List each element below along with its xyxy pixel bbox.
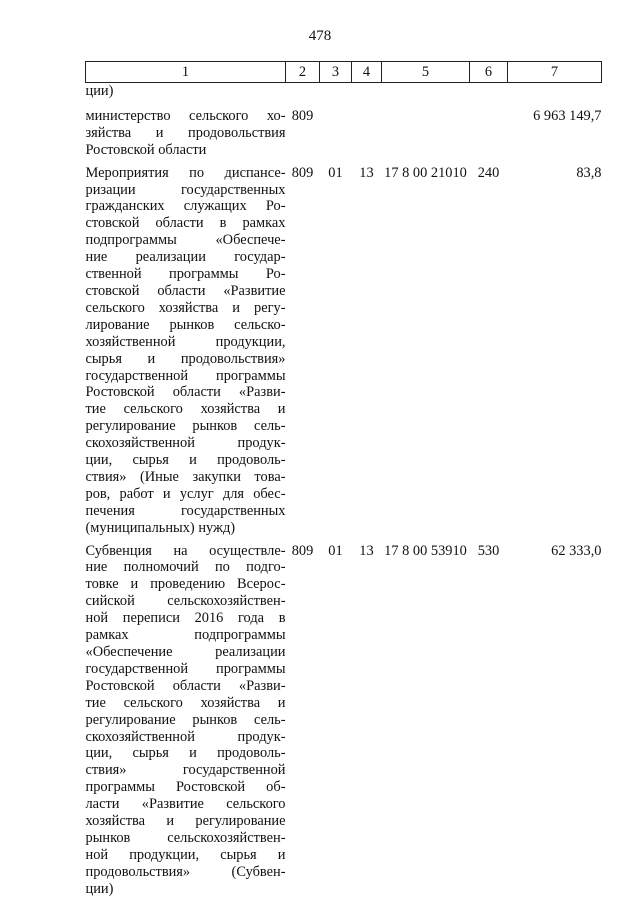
row-name-line: подпрограммы «Обеспече-: [85, 232, 286, 249]
row-section-code: [320, 108, 352, 165]
row-name-line: ние реализации государ-: [85, 249, 286, 266]
row-name-line: ной переписи 2016 года в: [85, 610, 286, 627]
row-name-line: ствия» (Иные закупки това-: [85, 468, 286, 485]
row-name-line: сырья и продовольствия»: [85, 350, 286, 367]
table-row: [86, 108, 602, 165]
row-target-code: [382, 108, 470, 165]
continuation-row: [86, 83, 602, 108]
row-name-line: Ростовской области: [85, 141, 207, 158]
row-name-line: зяйства и продовольствия: [85, 124, 286, 141]
page-number: 478: [308, 28, 332, 44]
header-col-7: 7: [508, 62, 602, 83]
row-name-line: лирование рынков сельско-: [85, 316, 286, 333]
header-col-2: 2: [286, 62, 320, 83]
row-ministry-code: 809: [291, 542, 314, 559]
row-name-line: ров, работ и услуг для обес-: [85, 485, 286, 502]
row-amount: 83,8: [576, 164, 602, 181]
row-name-line: продовольствия» (Субвен-: [85, 863, 286, 880]
row-name-line: ции): [85, 880, 114, 897]
row-name-line: сийской сельскохозяйствен-: [85, 593, 286, 610]
row-name-line: ции, сырья и продоволь-: [85, 452, 286, 469]
row-name-line: рынков сельскохозяйствен-: [85, 829, 286, 846]
row-name-line: тие сельского хозяйства и: [85, 694, 286, 711]
row-name: [86, 108, 286, 165]
header-col-6: 6: [470, 62, 508, 83]
row-name-line: ственной программы Ро-: [85, 266, 286, 283]
row-name-line: ции, сырья и продоволь-: [85, 745, 286, 762]
row-name-line: стовской области в рамках: [85, 215, 286, 232]
row-name-line: (муниципальных) нужд): [85, 519, 236, 536]
table-row: [86, 165, 602, 543]
row-subsection-code: 13: [359, 164, 374, 181]
row-name-line: министерство сельского хо-: [85, 107, 286, 124]
row-name-line: ние полномочий по подго-: [85, 559, 286, 576]
row-subsection-code: [352, 108, 382, 165]
row-name-line: ласти «Развитие сельского: [85, 796, 286, 813]
row-name-line: Ростовской области «Разви-: [85, 384, 286, 401]
budget-table: [85, 61, 602, 904]
row-ministry-code: 809: [291, 164, 314, 181]
row-expense-type: 530: [477, 542, 500, 559]
row-name-line: ствия» государственной: [85, 762, 286, 779]
row-name-line: тие сельского хозяйства и: [85, 401, 286, 418]
row-name-line: «Обеспечение реализации: [85, 644, 286, 660]
row-name-line: ной продукции, сырья и: [85, 846, 286, 863]
header-col-3: 3: [320, 62, 352, 83]
row-name-line: скохозяйственной продук-: [85, 435, 286, 452]
row-amount: 62 333,0: [551, 542, 602, 559]
header-col-1: 1: [86, 62, 286, 83]
row-name-line: гражданских служащих Ро-: [85, 198, 286, 215]
row-name-line: Ростовской области «Разви-: [85, 677, 286, 694]
row-name-line: программы Ростовской об-: [85, 779, 286, 796]
row-target-code: 17 8 00 21010: [384, 164, 467, 181]
row-target-code: 17 8 00 53910: [384, 542, 467, 559]
table-body: [86, 83, 602, 904]
row-ministry-code: 809: [291, 107, 314, 124]
row-name-line: Мероприятия по диспансе-: [85, 164, 286, 181]
row-name-line: рамках подпрограммы: [85, 627, 286, 644]
row-section-code: 01: [328, 164, 343, 181]
row-expense-type: [470, 108, 508, 165]
row-name-line: хозяйственной продукции,: [85, 333, 286, 350]
header-col-5: 5: [382, 62, 470, 83]
row-name: [86, 165, 286, 543]
continuation-text: ции): [85, 83, 114, 99]
row-name-line: регулирование рынков сель-: [85, 711, 286, 728]
row-name-line: Субвенция на осуществле-: [85, 542, 286, 559]
row-name-line: сельского хозяйства и регу-: [85, 299, 286, 316]
row-name-line: скохозяйственной продук-: [85, 728, 286, 745]
row-name-line: стовской области «Развитие: [85, 282, 286, 299]
row-name-line: государственной программы: [85, 367, 286, 384]
row-expense-type: 240: [477, 164, 500, 181]
table-row: [86, 543, 602, 904]
row-section-code: 01: [328, 542, 343, 559]
row-name-line: регулирование рынков сель-: [85, 418, 286, 435]
row-amount: 6 963 149,7: [533, 107, 602, 124]
row-name: [86, 543, 286, 904]
row-subsection-code: 13: [359, 542, 374, 559]
row-name-line: товке и проведению Всерос-: [85, 576, 286, 593]
row-name-line: хозяйства и регулирование: [85, 813, 286, 830]
row-name-line: ризации государственных: [85, 181, 286, 198]
table-header: [86, 62, 602, 83]
row-name-line: печения государственных: [85, 502, 286, 519]
header-col-4: 4: [352, 62, 382, 83]
row-name-line: государственной программы: [85, 660, 286, 677]
